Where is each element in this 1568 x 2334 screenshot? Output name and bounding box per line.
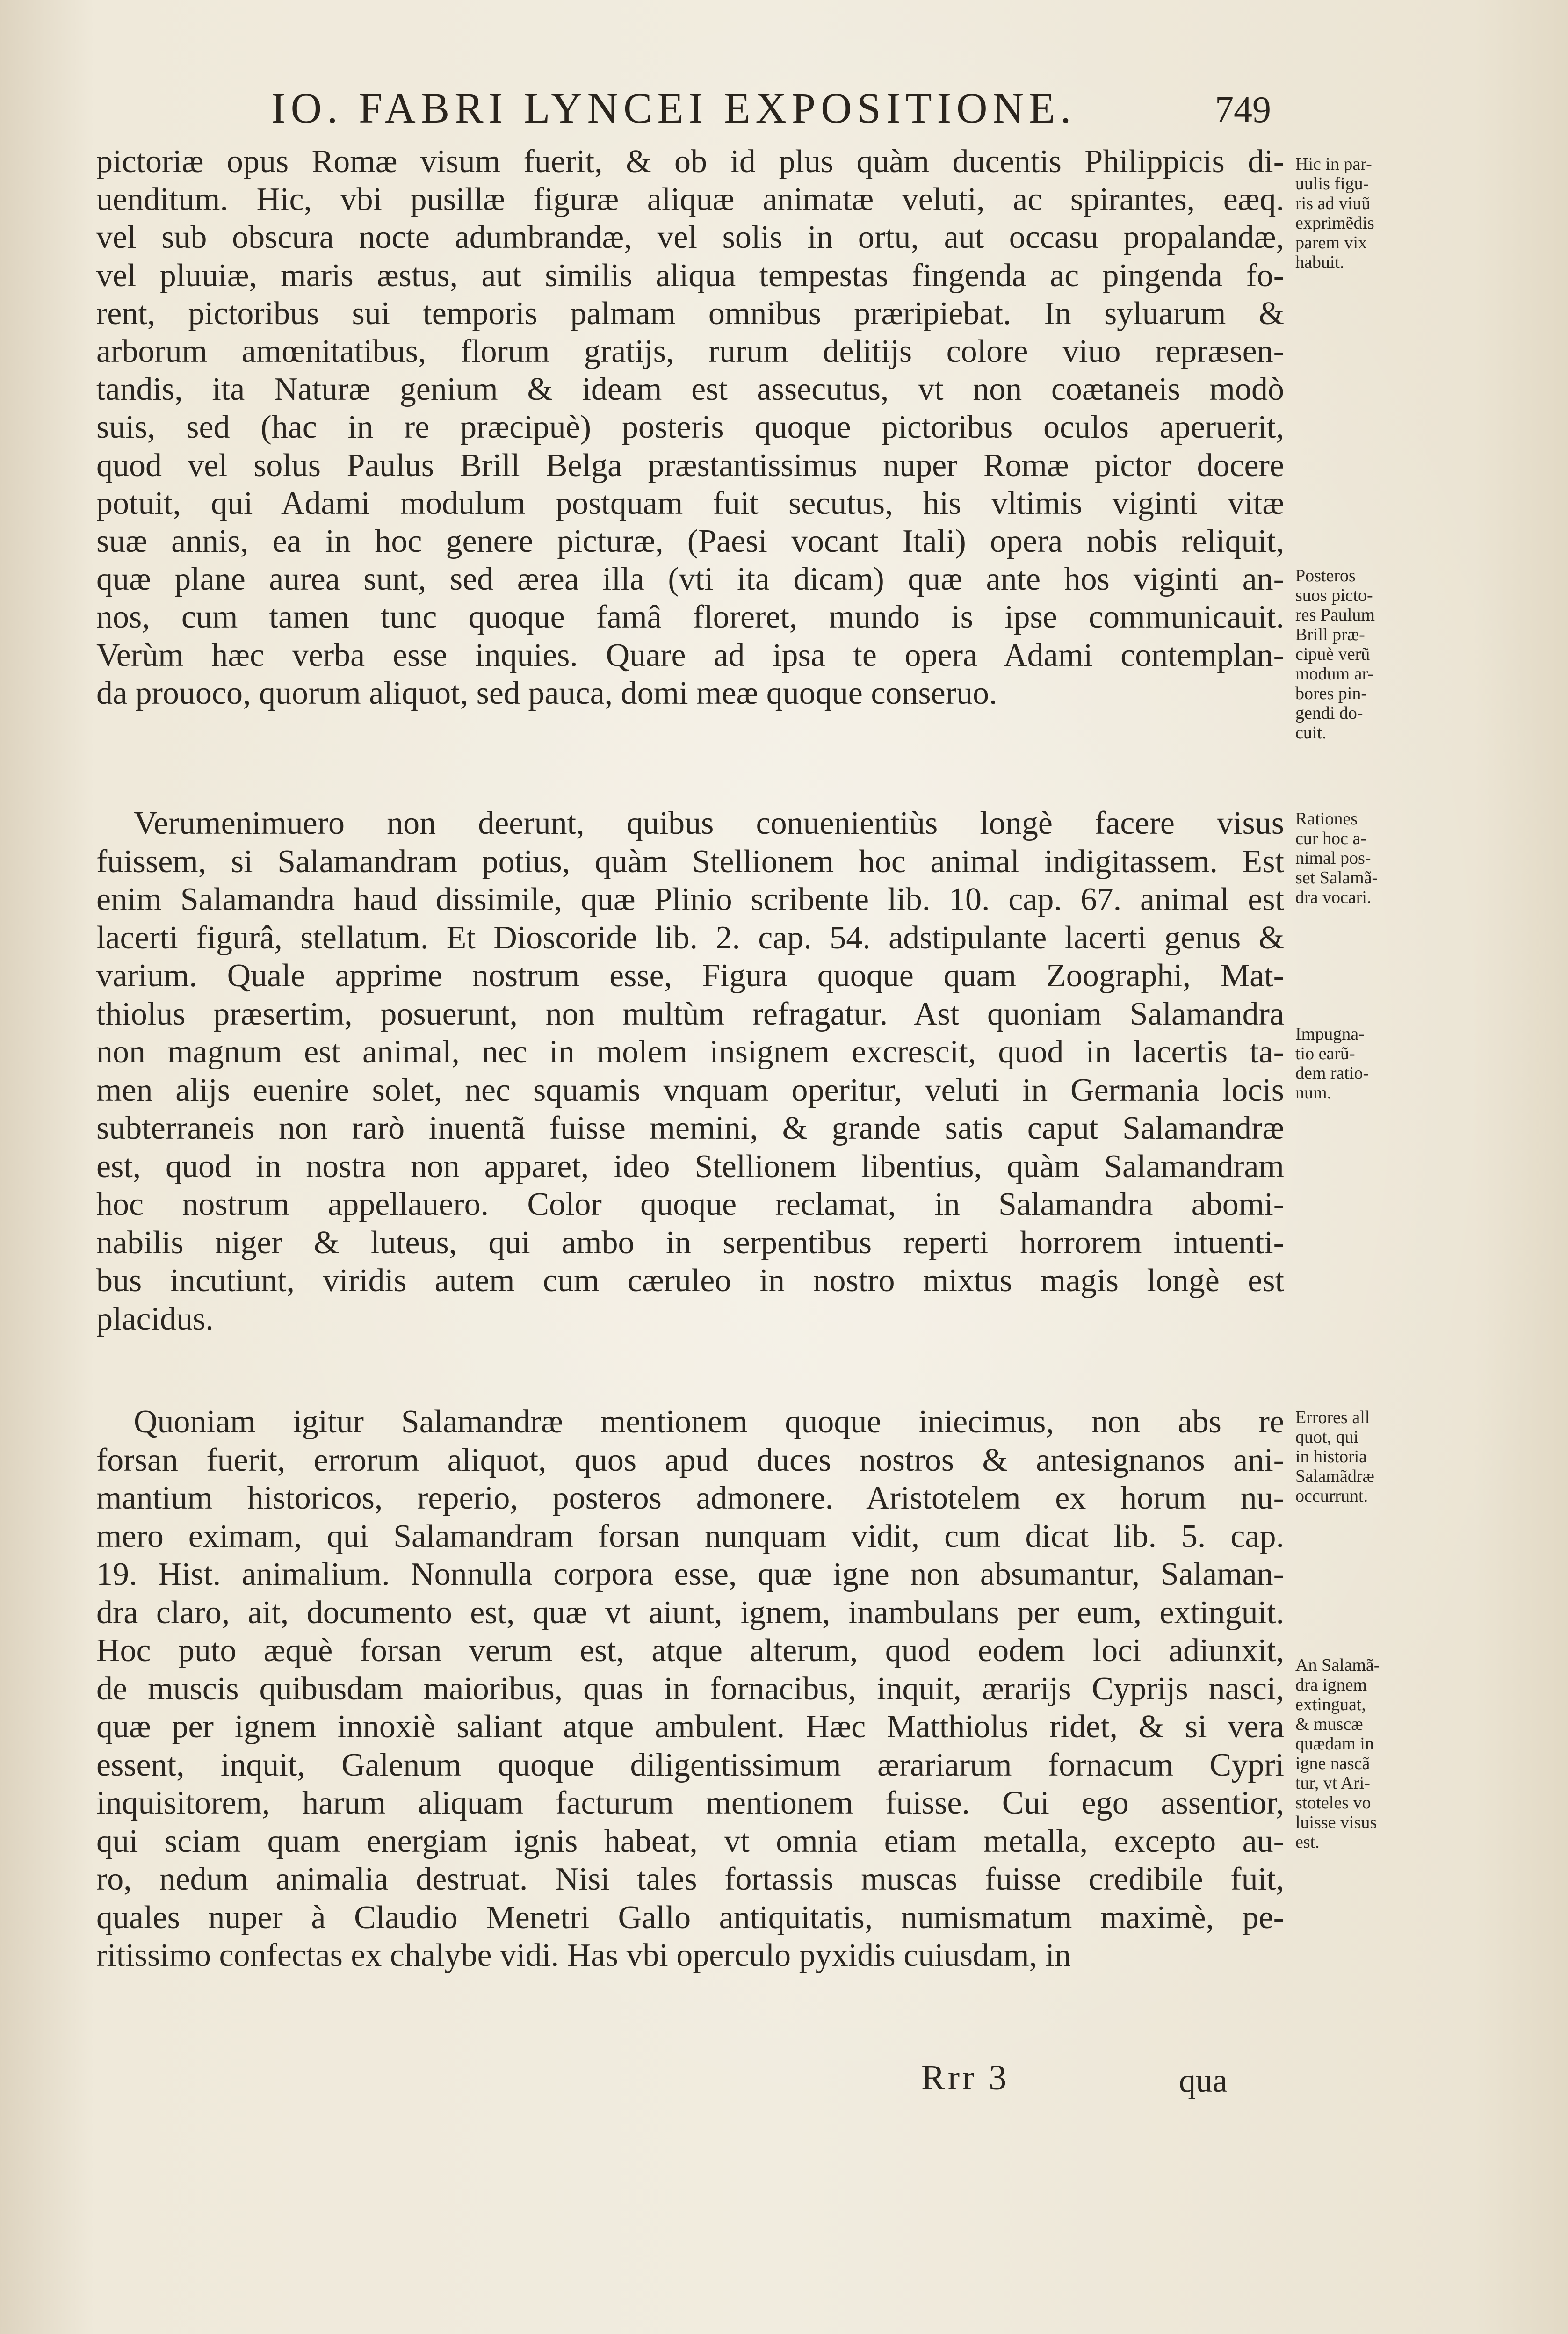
text-line: hoc nostrum appellauero. Color quoque reclamat, in Salamandra abomi- xyxy=(96,1186,1284,1222)
text-line: quod vel solus Paulus Brill Belga præstantissimus nuper Romæ pictor docere xyxy=(96,447,1284,484)
text-line: da prouoco, quorum aliquot, sed pauca, domi meæ quoque conseruo. xyxy=(96,675,997,711)
margin-note: Errores all quot, qui in historia Salamãdræ occurrunt. xyxy=(1295,1408,1374,1506)
text-line: rent, pictoribus sui temporis palmam omnibus præripiebat. In syluarum & xyxy=(96,295,1284,332)
text-line: essent, inquit, Galenum quoque diligentissimum ærariarum fornacum Cypri xyxy=(96,1747,1284,1783)
text-line: potuit, qui Adami modulum postquam fuit secutus, his vltimis viginti vitæ xyxy=(96,485,1284,521)
text-line: quales nuper à Claudio Menetri Gallo antiquitatis, numismatum maximè, pe- xyxy=(96,1899,1284,1936)
text-line: mantium historicos, reperio, posteros admonere. Aristotelem ex horum nu- xyxy=(96,1480,1284,1516)
text-line: est, quod in nostra non apparet, ideo Stellionem libentius, quàm Salamandram xyxy=(96,1148,1284,1185)
text-line: varium. Quale apprime nostrum esse, Figura quoque quam Zoographi, Mat- xyxy=(96,958,1284,994)
text-line: nos, cum tamen tunc quoque famâ floreret, mundo is ipse communicauit. xyxy=(96,599,1284,636)
text-line: 19. Hist. animalium. Nonnulla corpora esse, quæ igne non absumantur, Salaman- xyxy=(96,1556,1284,1592)
text-line: Hoc puto æquè forsan verum est, atque alterum, quod eodem loci adiunxit, xyxy=(96,1633,1284,1669)
text-line: mero eximam, qui Salamandram forsan nunquam vidit, cum dicat lib. 5. cap. xyxy=(96,1518,1284,1554)
margin-note: Hic in par- uulis figu- ris ad viuũ exprimẽdis parem vix habuit. xyxy=(1295,154,1374,272)
text-line: arborum amœnitatibus, florum gratijs, rurum delitijs colore viuo repræsen- xyxy=(96,333,1284,369)
text-line: qui sciam quam energiam ignis habeat, vt omnia etiam metalla, excepto au- xyxy=(96,1823,1284,1859)
text-line: dra claro, ait, documento est, quæ vt aiunt, ignem, inambulans per eum, extinguit. xyxy=(96,1594,1284,1631)
text-line: suæ annis, ea in hoc genere picturæ, (Paesi vocant Itali) opera nobis reliquit, xyxy=(96,523,1284,559)
page-number: 749 xyxy=(1215,89,1271,130)
text-line: Quoniam igitur Salamandræ mentionem quoque iniecimus, non abs re xyxy=(134,1404,1284,1440)
text-line: quæ plane aurea sunt, sed ærea illa (vti ita dicam) quæ ante hos viginti an- xyxy=(96,561,1284,598)
text-line: bus incutiunt, viridis autem cum cæruleo in nostro mixtus magis longè est xyxy=(96,1263,1284,1299)
text-line: nabilis niger & luteus, qui ambo in serpentibus reperti horrorem intuenti- xyxy=(96,1224,1284,1261)
margin-note: An Salamã- dra ignem extinguat, & muscæ quædam in igne nascã tur, vt Ari- stoteles vo luisse visus est. xyxy=(1295,1655,1380,1852)
text-line: forsan fuerit, errorum aliquot, quos apud duces nostros & antesignanos ani- xyxy=(96,1442,1284,1478)
text-line: Verùm hæc verba esse inquies. Quare ad ipsa te opera Adami contemplan- xyxy=(96,637,1284,673)
text-line: non magnum est animal, nec in molem insignem excrescit, quod in lacertis ta- xyxy=(96,1034,1284,1070)
text-line: men alijs euenire solet, nec squamis vnquam operitur, veluti in Germania locis xyxy=(96,1072,1284,1108)
margin-note: Posteros suos picto- res Paulum Brill præ- cipuè verũ modum ar- bores pin- gendi do- cuit. xyxy=(1295,566,1375,743)
text-line: vel pluuiæ, maris æstus, aut similis aliqua tempestas fingenda ac pingenda fo- xyxy=(96,257,1284,294)
text-line: ro, nedum animalia destruat. Nisi tales fortassis muscas fuisse credibile fuit, xyxy=(96,1861,1284,1897)
text-line: quæ per ignem innoxiè saliant atque ambulent. Hæc Matthiolus ridet, & si vera xyxy=(96,1709,1284,1745)
text-line: pictoriæ opus Romæ visum fuerit, & ob id plus quàm ducentis Philippicis di- xyxy=(96,144,1284,180)
text-line: placidus. xyxy=(96,1301,214,1337)
signature-mark: Rrr 3 xyxy=(921,2058,1010,2097)
text-line: lacerti figurâ, stellatum. Et Dioscoride lib. 2. cap. 54. adstipulante lacerti genus & xyxy=(96,919,1284,956)
text-line: fuissem, si Salamandram potius, quàm Stellionem hoc animal indigitassem. Est xyxy=(96,843,1284,880)
text-line: vel sub obscura nocte adumbrandæ, vel solis in ortu, aut occasu propalandæ, xyxy=(96,219,1284,256)
margin-note: Rationes cur hoc a- nimal pos- set Salamã- dra vocari. xyxy=(1295,809,1378,907)
text-line: tandis, ita Naturæ genium & ideam est assecutus, vt non coætaneis modò xyxy=(96,371,1284,408)
text-line: subterraneis non rarò inuentã fuisse memini, & grande satis caput Salamandræ xyxy=(96,1110,1284,1146)
margin-note: Impugna- tio earũ- dem ratio- num. xyxy=(1295,1024,1369,1103)
running-head: IO. FABRI LYNCEI EXPOSITIONE. xyxy=(271,84,1077,132)
text-line: enim Salamandra haud dissimile, quæ Plinio scribente lib. 10. cap. 67. animal est xyxy=(96,882,1284,918)
text-line: thiolus præsertim, posuerunt, non multùm refragatur. Ast quoniam Salamandra xyxy=(96,996,1284,1032)
catchword: qua xyxy=(1179,2062,1228,2099)
text-line: Verumenimuero non deerunt, quibus conuenientiùs longè facere visus xyxy=(134,805,1284,841)
text-line: suis, sed (hac in re præcipuè) posteris quoque pictoribus oculos aperuerit, xyxy=(96,409,1284,446)
text-line: ritissimo confectas ex chalybe vidi. Has vbi operculo pyxidis cuiusdam, in xyxy=(96,1937,1071,1973)
text-line: de muscis quibusdam maioribus, quas in fornacibus, inquit, ærarijs Cyprijs nasci, xyxy=(96,1670,1284,1707)
text-line: uenditum. Hic, vbi pusillæ figuræ aliquæ animatæ veluti, ac spirantes, eæq. xyxy=(96,181,1284,218)
text-line: inquisitorem, harum aliquam facturum mentionem fuisse. Cui ego assentior, xyxy=(96,1785,1284,1821)
